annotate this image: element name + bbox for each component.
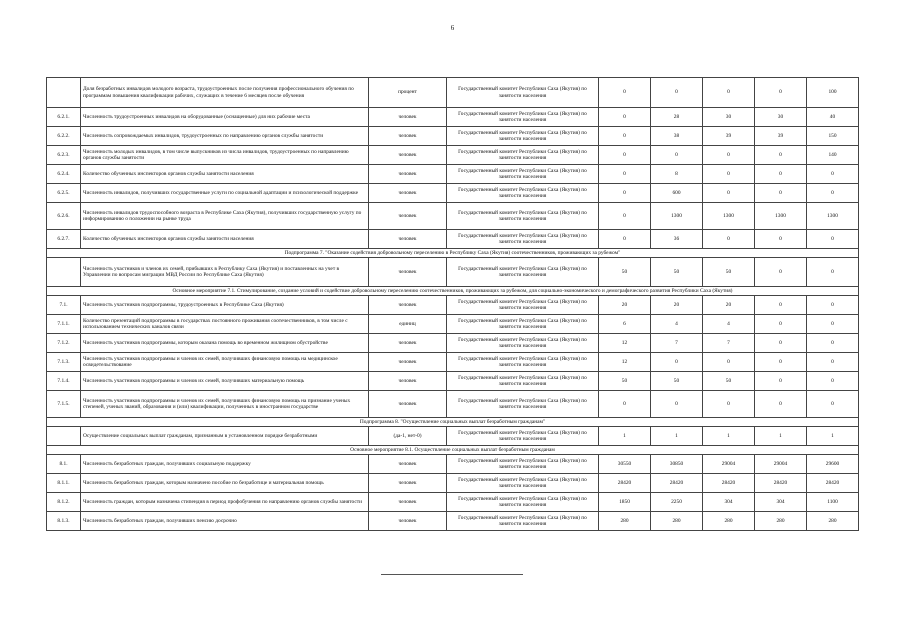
- value-cell: 0: [599, 391, 651, 418]
- value-cell: 7: [651, 334, 703, 353]
- table-row: [47, 315, 859, 334]
- value-cell: 50: [703, 372, 755, 391]
- unit-of-measure: человек: [369, 146, 447, 165]
- row-number: 7.1.1.: [47, 315, 81, 334]
- value-cell: 8: [651, 165, 703, 184]
- row-number: 6.2.1.: [47, 108, 81, 127]
- value-cell: 280: [755, 512, 807, 531]
- value-cell: 1: [599, 427, 651, 446]
- value-cell: 280: [807, 512, 859, 531]
- indicator-name: Численность участников подпрограммы и членов их семей, получивших финансовую помощь на медицинское освидетельствование: [81, 353, 369, 372]
- table-row: [47, 493, 859, 512]
- value-cell: 0: [599, 165, 651, 184]
- responsible-organization: Государственный комитет Республики Саха (Якутия) по занятости населения: [447, 203, 599, 230]
- value-cell: 4: [703, 315, 755, 334]
- value-cell: 7: [703, 334, 755, 353]
- footer-divider: [381, 574, 523, 575]
- table-row: [47, 353, 859, 372]
- row-number: 7.1.5.: [47, 391, 81, 418]
- value-cell: 280: [703, 512, 755, 531]
- table-row: [47, 372, 859, 391]
- value-cell: 28: [651, 108, 703, 127]
- value-cell: 0: [807, 334, 859, 353]
- section-header-row: [47, 287, 859, 296]
- unit-of-measure: человек: [369, 474, 447, 493]
- unit-of-measure: человек: [369, 334, 447, 353]
- indicator-name: Доля безработных инвалидов молодого возраста, трудоустроенных после получения профессионального обучения по программам повышения квалификации рабочих, служащих в течение 6 месяцев после обучения: [81, 78, 369, 108]
- indicator-name: Численность сопровождаемых инвалидов, трудоустроенных по направлению органов службы занятости: [81, 127, 369, 146]
- unit-of-measure: (да-1, нет-0): [369, 427, 447, 446]
- value-cell: 20: [703, 296, 755, 315]
- table-row: [47, 334, 859, 353]
- row-number: 8.1.: [47, 455, 81, 474]
- value-cell: 0: [755, 184, 807, 203]
- value-cell: 6: [599, 315, 651, 334]
- table-row: [47, 391, 859, 418]
- indicator-name: Численность инвалидов, получивших государственные услуги по социальной адаптации и психологической поддержке: [81, 184, 369, 203]
- value-cell: 30: [703, 108, 755, 127]
- responsible-organization: Государственный комитет Республики Саха (Якутия) по занятости населения: [447, 474, 599, 493]
- responsible-organization: Государственный комитет Республики Саха (Якутия) по занятости населения: [447, 78, 599, 108]
- value-cell: 39: [703, 127, 755, 146]
- value-cell: 0: [807, 258, 859, 287]
- table-row: [47, 203, 859, 230]
- value-cell: 0: [755, 296, 807, 315]
- indicator-name: Численность молодых инвалидов, в том числе выпускников из числа инвалидов, трудоустроенных по направлению органов службы занятости: [81, 146, 369, 165]
- value-cell: 30850: [651, 455, 703, 474]
- value-cell: 0: [755, 391, 807, 418]
- responsible-organization: Государственный комитет Республики Саха (Якутия) по занятости населения: [447, 493, 599, 512]
- unit-of-measure: человек: [369, 455, 447, 474]
- value-cell: 50: [651, 258, 703, 287]
- row-number: 6.2.6.: [47, 203, 81, 230]
- value-cell: 50: [599, 258, 651, 287]
- row-number: [47, 427, 81, 446]
- value-cell: 40: [807, 108, 859, 127]
- value-cell: 20: [651, 296, 703, 315]
- row-number: [47, 78, 81, 108]
- value-cell: 1300: [807, 203, 859, 230]
- section-title: Подпрограмма 7. "Оказание содействия добровольному переселению в Республику Саха (Якутия) соотечественников, проживающих за рубежом": [47, 249, 859, 258]
- row-number: 6.2.7.: [47, 230, 81, 249]
- value-cell: 0: [755, 353, 807, 372]
- value-cell: 0: [703, 230, 755, 249]
- responsible-organization: Государственный комитет Республики Саха (Якутия) по занятости населения: [447, 127, 599, 146]
- value-cell: 50: [651, 372, 703, 391]
- unit-of-measure: человек: [369, 391, 447, 418]
- value-cell: 28420: [755, 474, 807, 493]
- value-cell: 0: [755, 78, 807, 108]
- responsible-organization: Государственный комитет Республики Саха (Якутия) по занятости населения: [447, 184, 599, 203]
- value-cell: 0: [807, 315, 859, 334]
- value-cell: 0: [599, 108, 651, 127]
- unit-of-measure: человек: [369, 184, 447, 203]
- value-cell: 20: [599, 296, 651, 315]
- responsible-organization: Государственный комитет Республики Саха (Якутия) по занятости населения: [447, 230, 599, 249]
- value-cell: 150: [807, 127, 859, 146]
- table-row: [47, 455, 859, 474]
- table-row: [47, 146, 859, 165]
- value-cell: 1100: [807, 493, 859, 512]
- table-row: [47, 108, 859, 127]
- table-body: [47, 78, 859, 531]
- value-cell: 0: [703, 391, 755, 418]
- section-title: Основное мероприятие 7.1. Стимулирование, создание условий и содействие добровольному переселению соотечественников, проживающих за рубежом, для социально-экономического и демографического развития Республики Саха (Якутия): [47, 287, 859, 296]
- table-row: [47, 512, 859, 531]
- indicator-name: Количество презентаций подпрограммы в государствах постоянного проживания соотечественников, в том числе с использованием технических каналов связи: [81, 315, 369, 334]
- indicator-name: Количество обученных инспекторов органов службы занятости населения: [81, 165, 369, 184]
- value-cell: 0: [651, 146, 703, 165]
- table-row: [47, 427, 859, 446]
- value-cell: 30550: [599, 455, 651, 474]
- indicator-name: Численность участников подпрограммы, которым оказана помощь во временном жилищном обустройстве: [81, 334, 369, 353]
- value-cell: 50: [599, 372, 651, 391]
- row-number: 6.2.2.: [47, 127, 81, 146]
- unit-of-measure: человек: [369, 512, 447, 531]
- value-cell: 0: [807, 353, 859, 372]
- table-row: [47, 296, 859, 315]
- value-cell: 0: [755, 146, 807, 165]
- row-number: 6.2.4.: [47, 165, 81, 184]
- value-cell: 50: [703, 258, 755, 287]
- value-cell: 600: [651, 184, 703, 203]
- value-cell: 0: [807, 296, 859, 315]
- indicator-name: Численность инвалидов трудоспособного возраста в Республике Саха (Якутия), получивших государственную услугу по информированию о положении на рынке труда: [81, 203, 369, 230]
- unit-of-measure: процент: [369, 78, 447, 108]
- table-row: [47, 258, 859, 287]
- value-cell: 0: [807, 372, 859, 391]
- row-number: [47, 258, 81, 287]
- unit-of-measure: человек: [369, 127, 447, 146]
- value-cell: 1300: [703, 203, 755, 230]
- value-cell: 2250: [651, 493, 703, 512]
- responsible-organization: Государственный комитет Республики Саха (Якутия) по занятости населения: [447, 315, 599, 334]
- value-cell: 1850: [599, 493, 651, 512]
- value-cell: 1: [703, 427, 755, 446]
- indicator-name: Численность безработных граждан, которым назначено пособие по безработице и материальная помощь: [81, 474, 369, 493]
- responsible-organization: Государственный комитет Республики Саха (Якутия) по занятости населения: [447, 512, 599, 531]
- value-cell: 0: [599, 203, 651, 230]
- responsible-organization: Государственный комитет Республики Саха (Якутия) по занятости населения: [447, 146, 599, 165]
- value-cell: 28420: [651, 474, 703, 493]
- value-cell: 39: [755, 127, 807, 146]
- indicator-name: Численность граждан, которым назначена стипендия в период профобучения по направлению органов службы занятости: [81, 493, 369, 512]
- value-cell: 0: [651, 78, 703, 108]
- value-cell: 0: [703, 146, 755, 165]
- row-number: 6.2.5.: [47, 184, 81, 203]
- indicator-name: Численность участников подпрограммы, трудоустроенных в Республике Саха (Якутия): [81, 296, 369, 315]
- indicator-name: Численность трудоустроенных инвалидов на оборудованные (оснащенные) для них рабочие места: [81, 108, 369, 127]
- unit-of-measure: человек: [369, 258, 447, 287]
- row-number: 7.1.4.: [47, 372, 81, 391]
- row-number: 7.1.2.: [47, 334, 81, 353]
- value-cell: 100: [807, 78, 859, 108]
- table-row: [47, 127, 859, 146]
- responsible-organization: Государственный комитет Республики Саха (Якутия) по занятости населения: [447, 372, 599, 391]
- unit-of-measure: человек: [369, 296, 447, 315]
- row-number: 7.1.: [47, 296, 81, 315]
- value-cell: 0: [599, 184, 651, 203]
- value-cell: 1: [651, 427, 703, 446]
- indicator-name: Численность участников подпрограммы и членов их семей, получивших финансовую помощь на признание ученых степеней, ученых званий, образования и (или) квалификации, полученных в иностранном государстве: [81, 391, 369, 418]
- section-title: Основное мероприятие 8.1. Осуществление социальных выплат безработным гражданам: [47, 446, 859, 455]
- value-cell: 0: [599, 127, 651, 146]
- row-number: 8.1.2.: [47, 493, 81, 512]
- indicator-name: Численность участников подпрограммы и членов их семей, получивших материальную помощь: [81, 372, 369, 391]
- unit-of-measure: человек: [369, 493, 447, 512]
- indicator-name: Численность безработных граждан, получивших социальную поддержку: [81, 455, 369, 474]
- page-number: 6: [450, 24, 455, 32]
- unit-of-measure: человек: [369, 165, 447, 184]
- value-cell: 0: [755, 372, 807, 391]
- section-title: Подпрограмма 8. "Осуществление социальных выплат безработным гражданам": [47, 418, 859, 427]
- responsible-organization: Государственный комитет Республики Саха (Якутия) по занятости населения: [447, 455, 599, 474]
- value-cell: 280: [651, 512, 703, 531]
- value-cell: 29004: [703, 455, 755, 474]
- value-cell: 0: [755, 165, 807, 184]
- table-row: [47, 230, 859, 249]
- row-number: 8.1.3.: [47, 512, 81, 531]
- value-cell: 12: [599, 334, 651, 353]
- value-cell: 36: [651, 230, 703, 249]
- value-cell: 0: [755, 230, 807, 249]
- value-cell: 28420: [807, 474, 859, 493]
- value-cell: 0: [807, 391, 859, 418]
- value-cell: 0: [807, 165, 859, 184]
- unit-of-measure: человек: [369, 203, 447, 230]
- value-cell: 0: [703, 165, 755, 184]
- value-cell: 0: [599, 78, 651, 108]
- responsible-organization: Государственный комитет Республики Саха (Якутия) по занятости населения: [447, 353, 599, 372]
- value-cell: 12: [599, 353, 651, 372]
- table-row: [47, 474, 859, 493]
- row-number: 6.2.3.: [47, 146, 81, 165]
- table-row: [47, 78, 859, 108]
- value-cell: 140: [807, 146, 859, 165]
- value-cell: 0: [599, 230, 651, 249]
- indicator-name: Осуществление социальных выплат гражданам, признанным в установленном порядке безработными: [81, 427, 369, 446]
- indicators-table: [46, 77, 859, 531]
- value-cell: 29004: [755, 455, 807, 474]
- responsible-organization: Государственный комитет Республики Саха (Якутия) по занятости населения: [447, 296, 599, 315]
- responsible-organization: Государственный комитет Республики Саха (Якутия) по занятости населения: [447, 427, 599, 446]
- value-cell: 304: [755, 493, 807, 512]
- value-cell: 1: [807, 427, 859, 446]
- unit-of-measure: человек: [369, 230, 447, 249]
- row-number: 8.1.1.: [47, 474, 81, 493]
- responsible-organization: Государственный комитет Республики Саха (Якутия) по занятости населения: [447, 334, 599, 353]
- value-cell: 28420: [703, 474, 755, 493]
- value-cell: 0: [703, 353, 755, 372]
- value-cell: 0: [703, 184, 755, 203]
- row-number: 7.1.3.: [47, 353, 81, 372]
- value-cell: 1300: [651, 203, 703, 230]
- section-header-row: [47, 249, 859, 258]
- value-cell: 28420: [599, 474, 651, 493]
- value-cell: 0: [807, 230, 859, 249]
- unit-of-measure: человек: [369, 353, 447, 372]
- value-cell: 4: [651, 315, 703, 334]
- responsible-organization: Государственный комитет Республики Саха (Якутия) по занятости населения: [447, 165, 599, 184]
- value-cell: 0: [755, 258, 807, 287]
- unit-of-measure: человек: [369, 108, 447, 127]
- indicator-name: Численность участников и членов их семей, прибывших в Республику Саха (Якутия) и поставленных на учет в Управлении по вопросам миграции МВД России по Республике Саха (Якутия): [81, 258, 369, 287]
- indicator-name: Численность безработных граждан, получивших пенсию досрочно: [81, 512, 369, 531]
- value-cell: 38: [651, 127, 703, 146]
- responsible-organization: Государственный комитет Республики Саха (Якутия) по занятости населения: [447, 108, 599, 127]
- section-header-row: [47, 418, 859, 427]
- value-cell: 0: [755, 315, 807, 334]
- table-row: [47, 165, 859, 184]
- value-cell: 280: [599, 512, 651, 531]
- value-cell: 0: [703, 78, 755, 108]
- value-cell: 0: [755, 334, 807, 353]
- responsible-organization: Государственный комитет Республики Саха (Якутия) по занятости населения: [447, 258, 599, 287]
- value-cell: 0: [807, 184, 859, 203]
- unit-of-measure: человек: [369, 372, 447, 391]
- responsible-organization: Государственный комитет Республики Саха (Якутия) по занятости населения: [447, 391, 599, 418]
- value-cell: 0: [651, 391, 703, 418]
- unit-of-measure: единиц: [369, 315, 447, 334]
- value-cell: 1: [755, 427, 807, 446]
- value-cell: 30: [755, 108, 807, 127]
- value-cell: 304: [703, 493, 755, 512]
- value-cell: 0: [599, 146, 651, 165]
- value-cell: 0: [651, 353, 703, 372]
- section-header-row: [47, 446, 859, 455]
- value-cell: 1300: [755, 203, 807, 230]
- indicator-name: Количество обученных инспекторов органов службы занятости населения: [81, 230, 369, 249]
- table-row: [47, 184, 859, 203]
- value-cell: 29600: [807, 455, 859, 474]
